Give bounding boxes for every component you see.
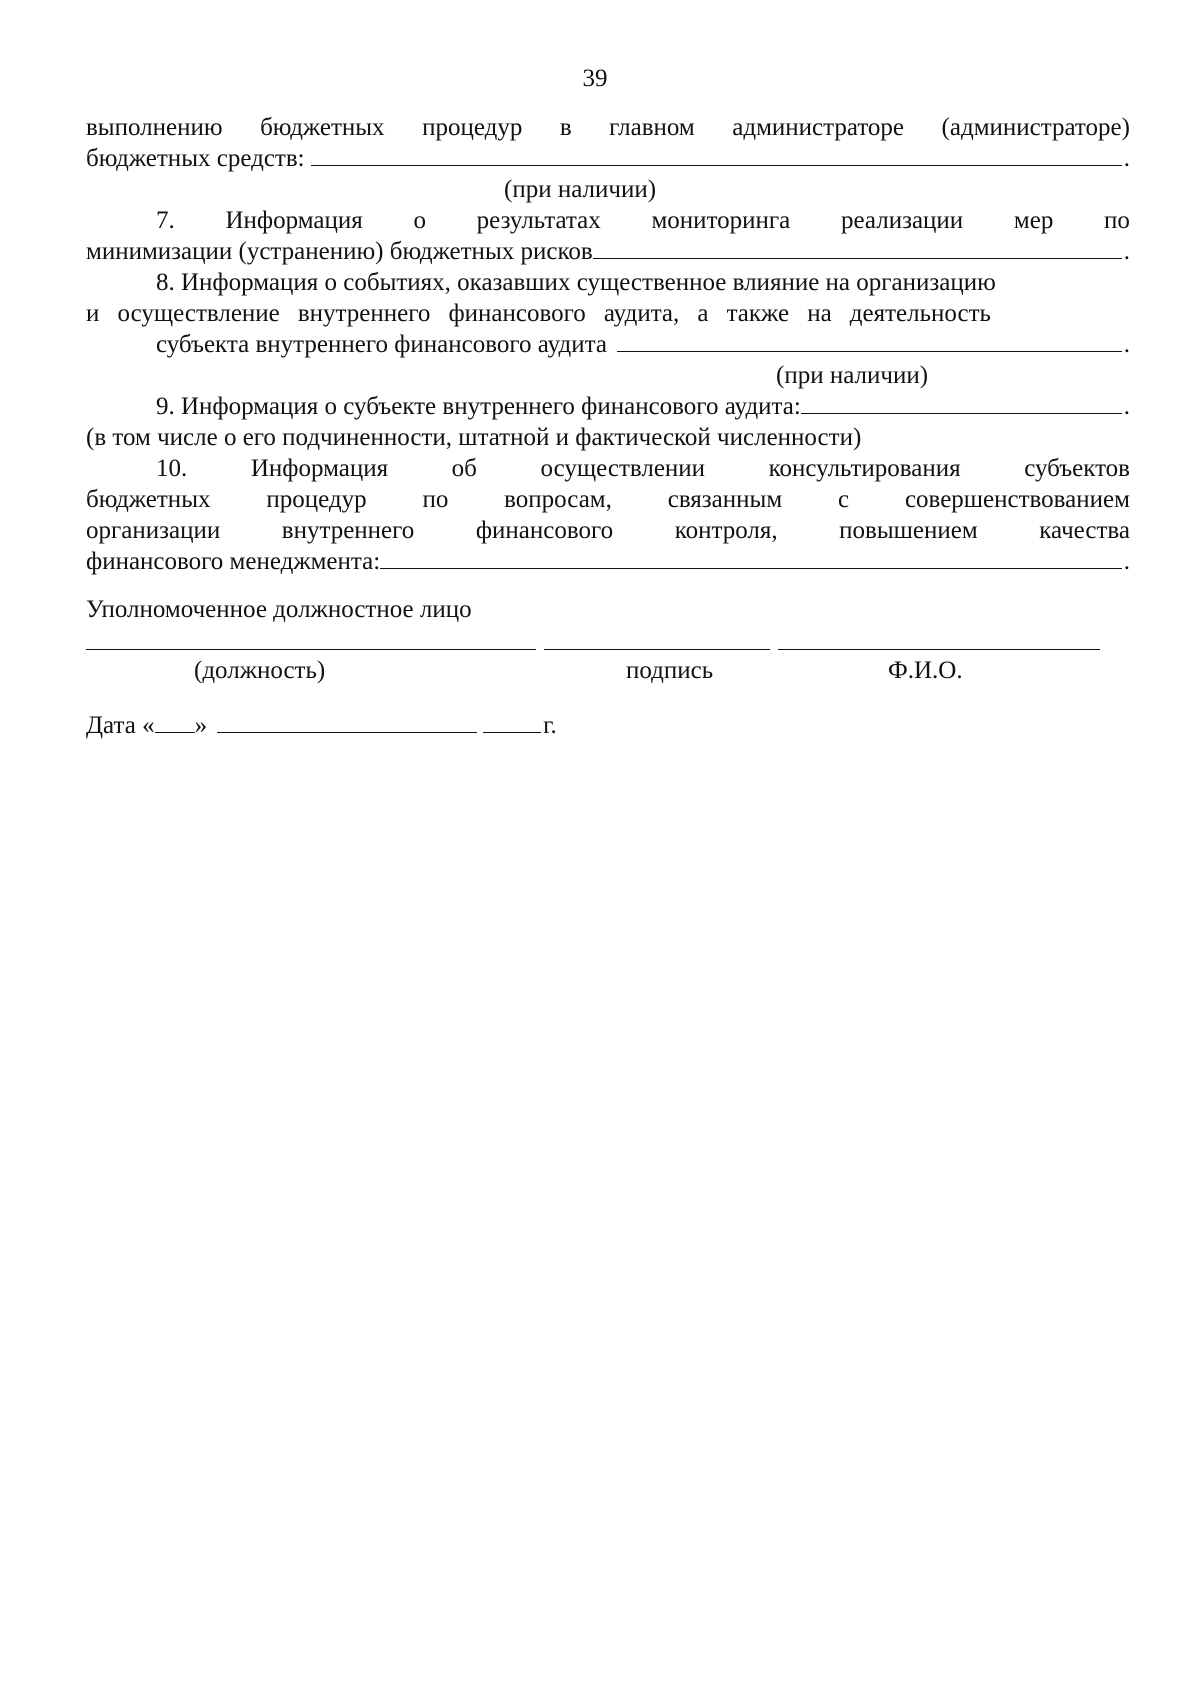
text-line-1	[86, 112, 1130, 143]
text-line-15	[86, 546, 1130, 577]
date-close-quote: »	[194, 712, 208, 739]
text-line-10	[86, 391, 1130, 422]
word: о	[413, 207, 426, 234]
year-suffix: г.	[543, 712, 557, 739]
word: вопросам,	[504, 486, 612, 513]
audit-subject-label: субъекта внутреннего финансового аудита	[156, 331, 607, 358]
word: деятельность	[849, 300, 991, 327]
signature-block	[86, 595, 1136, 693]
signature-lines	[86, 625, 1136, 653]
authorized-official-title: Уполномоченное должностное лицо	[86, 596, 472, 623]
signature-captions	[86, 653, 1136, 693]
if-available-caption-2: (при наличии)	[776, 362, 929, 389]
word: организации	[86, 517, 221, 544]
word: повышением	[839, 517, 978, 544]
word: внутреннего	[281, 517, 415, 544]
word: мер	[1013, 207, 1054, 234]
line-end-dot: .	[1123, 548, 1130, 575]
text-line-14	[86, 515, 1130, 546]
document-body	[86, 112, 1130, 577]
word: по	[422, 486, 449, 513]
word: контроля,	[674, 517, 778, 544]
name-line[interactable]	[778, 649, 1100, 650]
text-line-2	[86, 143, 1130, 174]
word: финансового	[475, 517, 614, 544]
audit-subject-info-blank[interactable]	[801, 391, 1122, 414]
page-number: 39	[582, 65, 608, 92]
word: 7.	[156, 207, 175, 234]
line-end-dot: .	[1123, 145, 1130, 172]
word: по	[1104, 207, 1130, 234]
date-label: Дата «	[86, 712, 155, 739]
word: мониторинга	[651, 207, 791, 234]
word: 10.	[156, 455, 188, 482]
word: финансового	[448, 300, 586, 327]
text-line-11	[86, 422, 1130, 453]
word: реализации	[841, 207, 964, 234]
audit-subject-blank[interactable]	[617, 329, 1122, 352]
word: субъектов	[1024, 455, 1130, 482]
word: внутреннего	[297, 300, 431, 327]
item-9-label: 9. Информация о субъекте внутреннего финансового аудита:	[156, 393, 801, 420]
year-blank[interactable]	[483, 712, 541, 733]
signature-line[interactable]	[544, 649, 770, 650]
day-blank[interactable]	[155, 712, 195, 733]
word: выполнению	[86, 114, 223, 141]
budget-risks-blank[interactable]	[593, 236, 1122, 259]
word: (администраторе)	[941, 114, 1130, 141]
word: а	[697, 300, 709, 327]
line-end-dot: .	[1123, 238, 1130, 265]
word: бюджетных	[86, 486, 211, 513]
line-end-dot: .	[1123, 331, 1130, 358]
financial-management-label: финансового менеджмента:	[86, 548, 381, 575]
word: процедур	[266, 486, 367, 513]
month-blank[interactable]	[217, 712, 477, 733]
word: в	[559, 114, 572, 141]
word: на	[807, 300, 832, 327]
text-line-7	[86, 298, 991, 329]
text-line-5	[86, 236, 1130, 267]
word: главном	[609, 114, 695, 141]
word: аудита,	[603, 300, 680, 327]
budget-funds-label: бюджетных средств:	[86, 145, 305, 172]
if-available-caption: (при наличии)	[504, 176, 657, 203]
item-8-text: 8. Информация о событиях, оказавших существенное влияние на организацию	[156, 269, 996, 296]
budget-funds-blank[interactable]	[311, 143, 1122, 166]
date-row	[86, 712, 557, 740]
text-line-4	[86, 205, 1130, 236]
signature-caption: подпись	[626, 657, 714, 684]
name-caption: Ф.И.О.	[888, 657, 963, 684]
word: с	[837, 486, 850, 513]
word: качества	[1039, 517, 1130, 544]
text-line-13	[86, 484, 1130, 515]
word: осуществлении	[540, 455, 706, 482]
text-line-12	[86, 453, 1130, 484]
word: консультирования	[768, 455, 961, 482]
budget-risks-label: минимизации (устранению) бюджетных рисков	[86, 238, 593, 265]
line-end-dot: .	[1123, 393, 1130, 420]
position-caption: (должность)	[194, 657, 326, 684]
word: совершенствованием	[904, 486, 1130, 513]
text-line-3	[86, 174, 1130, 205]
position-line[interactable]	[86, 649, 536, 650]
text-line-8	[86, 329, 1130, 360]
text-line-6	[86, 267, 1130, 298]
text-line-9	[86, 360, 1130, 391]
word: также	[726, 300, 790, 327]
word: Информация	[250, 455, 389, 482]
word: процедур	[422, 114, 523, 141]
word: Информация	[225, 207, 363, 234]
word: осуществление	[117, 300, 280, 327]
word: и	[86, 300, 100, 327]
word: бюджетных	[260, 114, 385, 141]
financial-management-blank[interactable]	[380, 546, 1122, 569]
word: результатах	[476, 207, 601, 234]
word: об	[451, 455, 477, 482]
word: администраторе	[732, 114, 905, 141]
word: связанным	[667, 486, 783, 513]
subordination-caption: (в том числе о его подчиненности, штатной и фактической численности)	[86, 424, 862, 451]
